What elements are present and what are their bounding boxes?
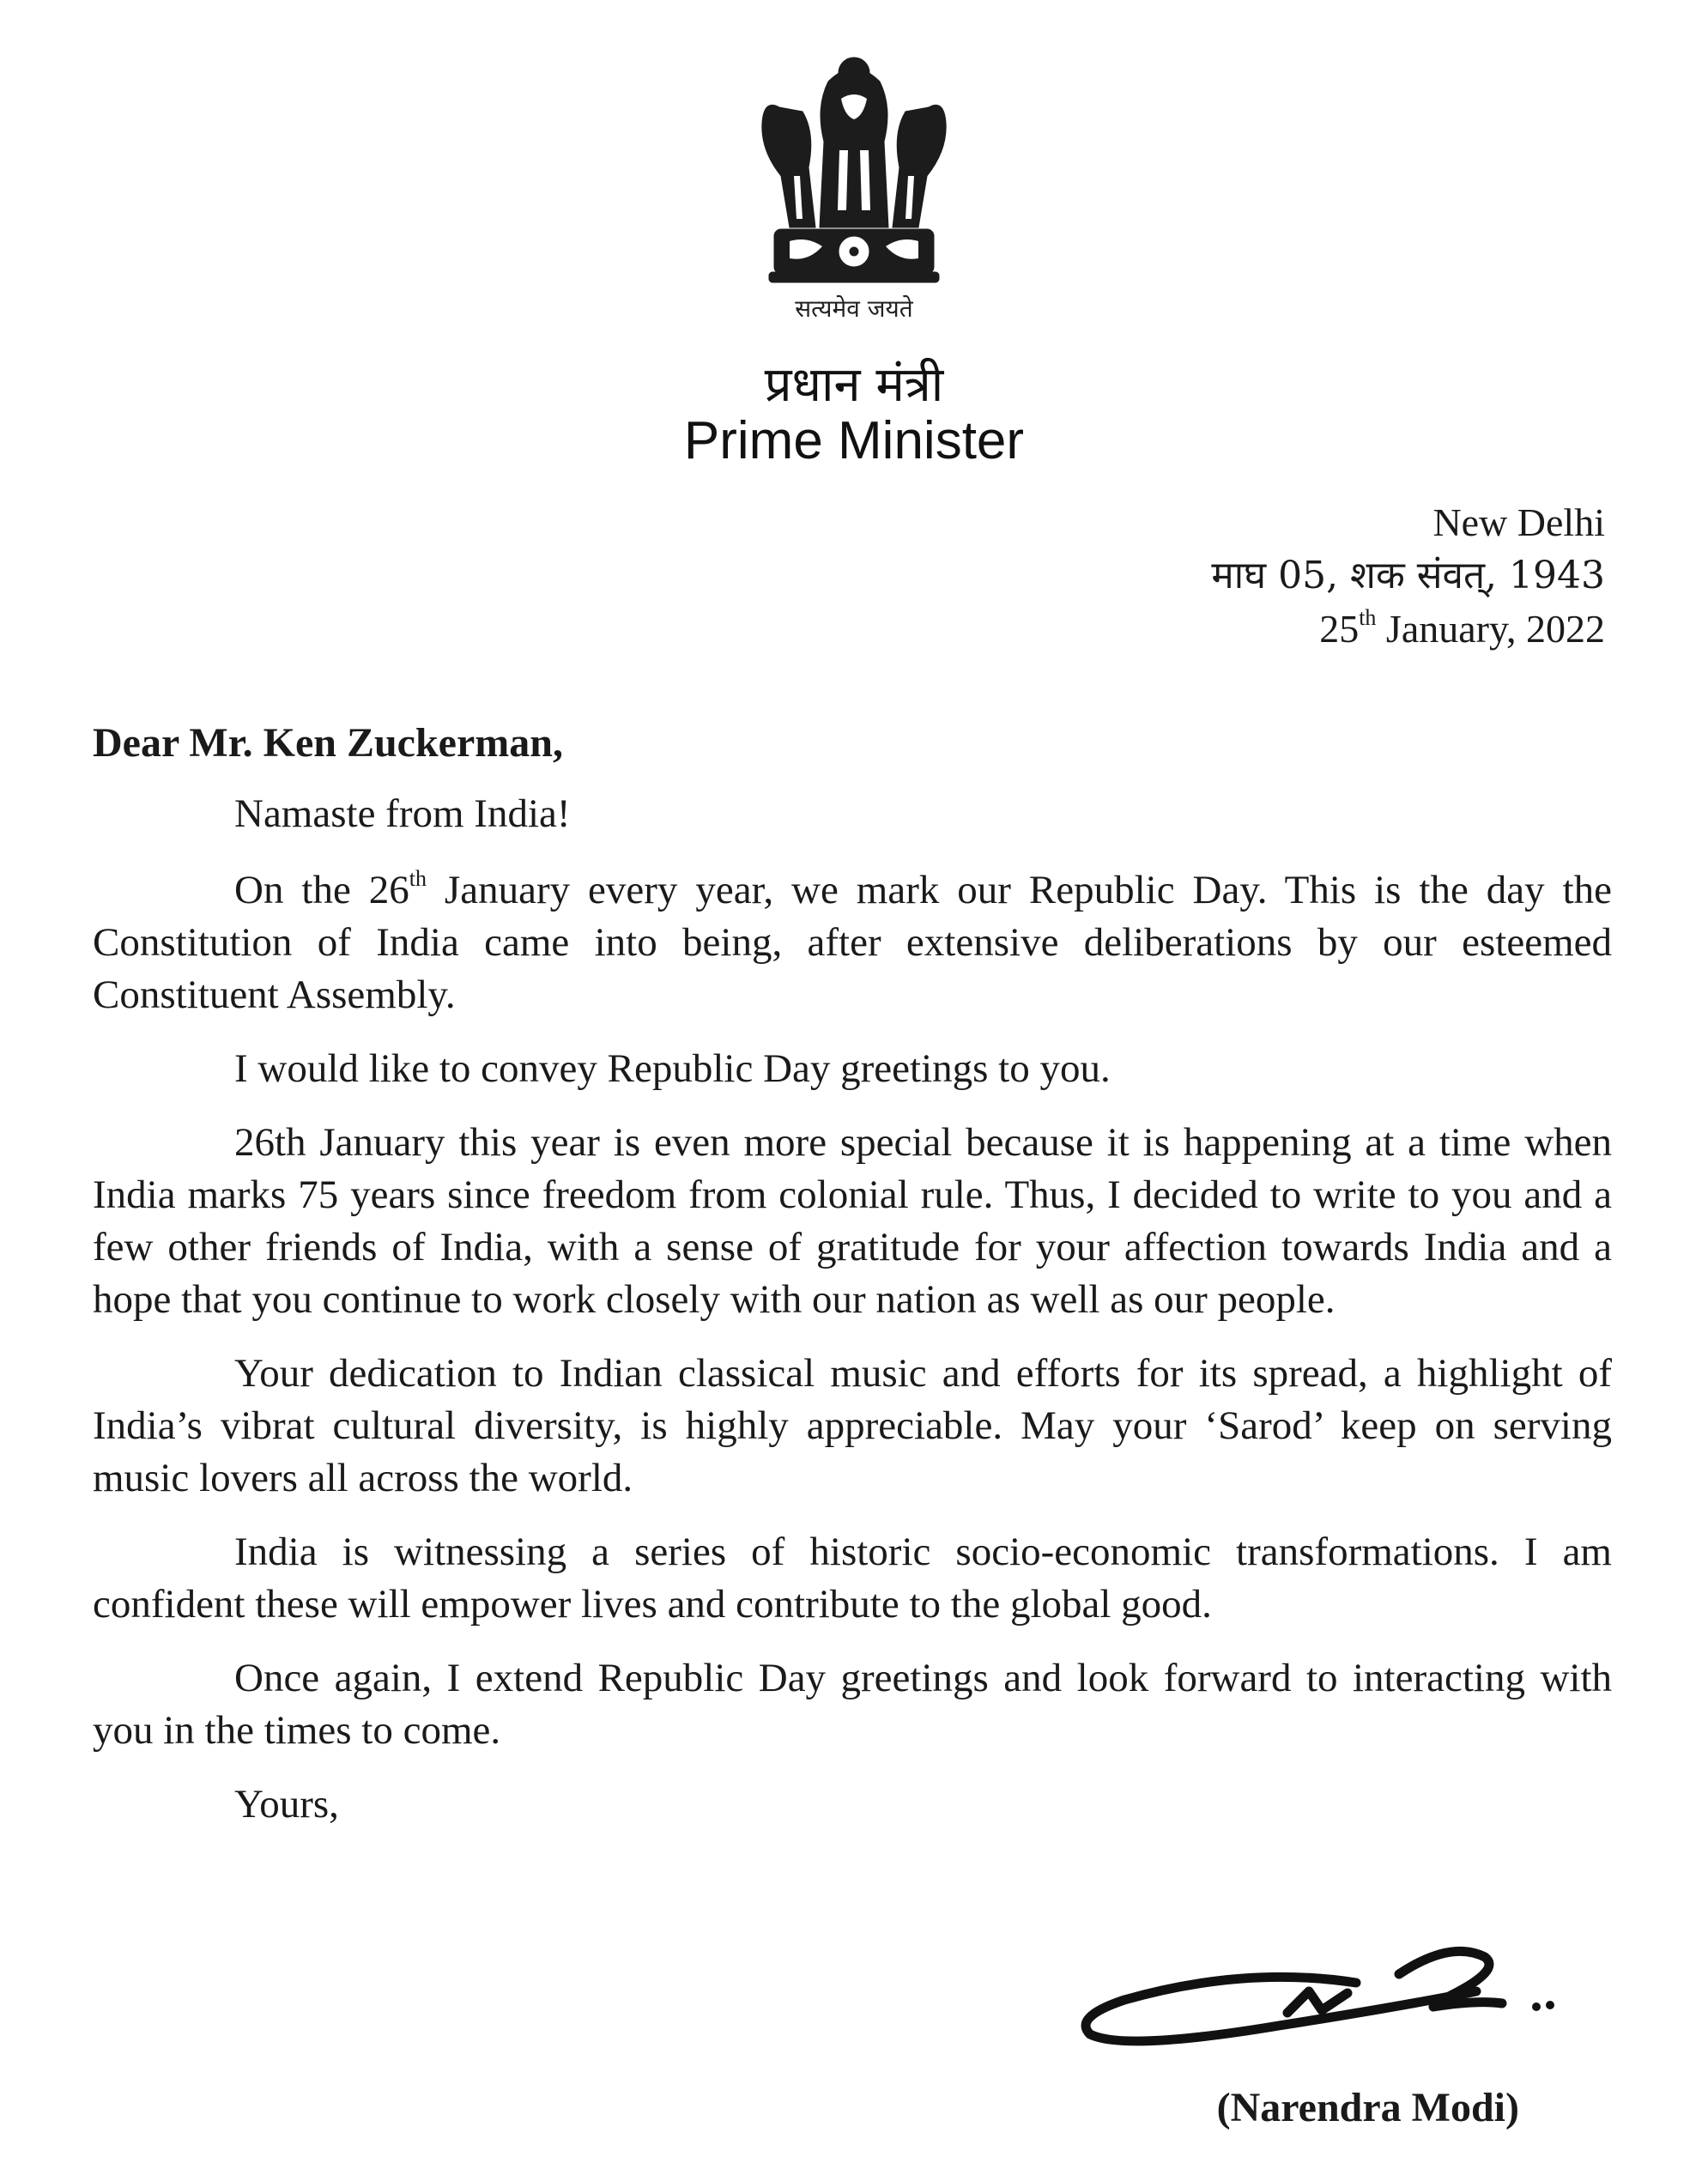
date-suffix: th: [1359, 605, 1377, 630]
paragraph-greetings: I would like to convey Republic Day greetings to you.: [234, 1046, 1111, 1091]
paragraph-transformations: India is witnessing a series of historic socio-economic transformations. I am confident these will empower lives and contribute to the global good.: [93, 1530, 1612, 1627]
emblem-motto: सत्यमेव जयते: [795, 294, 913, 323]
date-rest: January, 2022: [1376, 607, 1605, 651]
paragraph-75-years: 26th January this year is even more special because it is happening at a time when India marks 75 years since freedom from colonial rule. Thus, I decided to write to you and a few other friends of India, with a sense of gratitude for your affection towards India and a hope that you continue to work closely with our nation as well as our people.: [93, 1120, 1612, 1322]
date-day: 25: [1319, 607, 1360, 651]
paragraph-closing-wish: Once again, I extend Republic Day greetings and look forward to interacting with you in the times to come.: [93, 1656, 1612, 1753]
salutation: Dear Mr. Ken Zuckerman,: [93, 720, 563, 766]
national-emblem-icon: [755, 47, 953, 305]
closing: Yours,: [234, 1782, 339, 1827]
signature-icon: [1073, 1931, 1605, 2060]
paragraph-music: Your dedication to Indian classical music and efforts for its spread, a highlight of India’s vibrat cultural diversity, is highly appreciable. May your ‘Sarod’ keep on serving music lovers all across the world.: [93, 1351, 1612, 1500]
dateline-gregorian-date: [1211, 603, 1605, 656]
paragraph-greeting: Namaste from India!: [234, 791, 571, 836]
dateline-place: New Delhi: [1432, 500, 1605, 544]
p1-post: January every year, we mark our Republic Day. This is the day the Constitution of India came into being, after extensive deliberations by our esteemed Constituent Assembly.: [93, 868, 1612, 1017]
signatory-name: (Narendra Modi): [1216, 2085, 1519, 2130]
letter-body: [93, 788, 1612, 1852]
office-title-english: Prime Minister: [683, 411, 1025, 470]
p1-sup: th: [409, 866, 427, 891]
dateline-saka-date: माघ 05, शक संवत्, 1943: [1211, 554, 1605, 597]
office-title-hindi: प्रधान मंत्री: [764, 357, 944, 413]
p1-pre: On the 26: [234, 868, 409, 912]
paragraph-republic-day: [93, 864, 1612, 1021]
dateline: [1211, 496, 1605, 656]
